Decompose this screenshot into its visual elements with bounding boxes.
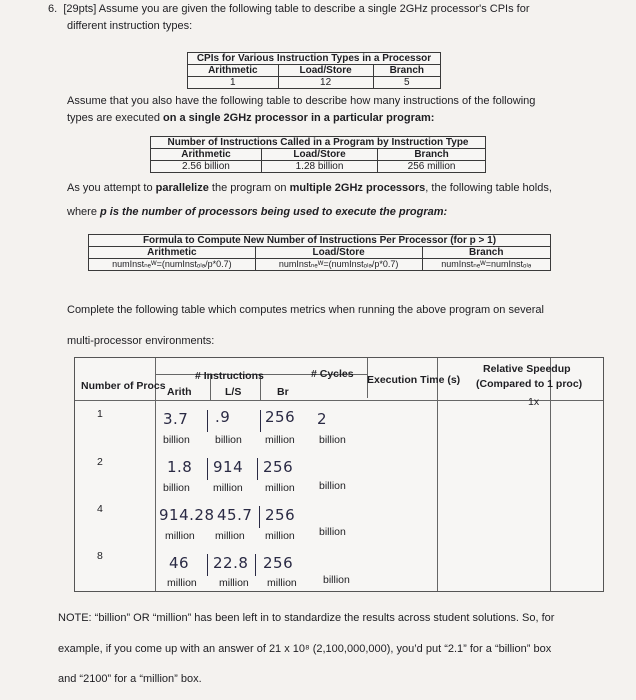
row-1-speedup: 1x bbox=[528, 396, 540, 408]
row-3-ls-hand: 45.7 bbox=[217, 506, 253, 524]
count-value-arith: 2.56 billion bbox=[151, 161, 262, 173]
row-1-ls-unit: billion bbox=[215, 434, 242, 446]
formula-value-br: numInstₙₑᵂ=numInstₒₗₔ bbox=[422, 259, 551, 271]
metrics-row-divider bbox=[75, 400, 603, 401]
metrics-divider bbox=[437, 358, 438, 591]
row-4-arith-unit: million bbox=[167, 577, 197, 589]
row-2-br-unit: million bbox=[265, 482, 295, 494]
row-4-br-hand: 256 bbox=[263, 554, 294, 572]
header-procs: Number of Procs bbox=[81, 380, 166, 392]
para3-line-1 bbox=[67, 182, 552, 194]
row-4-cycles-unit: billion bbox=[323, 574, 350, 586]
metrics-divider bbox=[550, 358, 551, 591]
metrics-table bbox=[74, 357, 604, 592]
row-1-br-hand: 256 bbox=[265, 408, 296, 426]
note-line-3: and “2100” for a “million” box. bbox=[58, 673, 202, 685]
row-1-box-divider bbox=[260, 410, 261, 432]
formula-value-arith: numInstₙₑᵂ=(numInstₒₗₔ/p*0.7) bbox=[89, 259, 256, 271]
header-speedup-1: Relative Speedup bbox=[483, 363, 571, 375]
question-text-2: different instruction types: bbox=[67, 20, 193, 32]
para2-line-1: Assume that you also have the following table to describe how many instructions of the following bbox=[67, 95, 536, 107]
header-cycles: # Cycles bbox=[311, 368, 354, 380]
row-2-box-divider bbox=[257, 458, 258, 480]
cpi-header-ls: Load/Store bbox=[278, 65, 373, 77]
para2-line-2 bbox=[67, 112, 434, 124]
header-exec: Execution Time (s) bbox=[367, 374, 461, 386]
row-4-ls-unit: million bbox=[219, 577, 249, 589]
row-1-br-unit: million bbox=[265, 434, 295, 446]
para3-line-2 bbox=[67, 206, 447, 218]
row-3-procs: 4 bbox=[97, 503, 103, 515]
metrics-divider bbox=[155, 358, 156, 591]
formula-header-arith: Arithmetic bbox=[89, 247, 256, 259]
formula-value-ls: numInstₙₑᵂ=(numInstₒₗₔ/p*0.7) bbox=[255, 259, 422, 271]
para3-bold-1: parallelize bbox=[155, 182, 209, 194]
header-instructions: # Instructions bbox=[195, 370, 264, 382]
para2-line-2-pre: types are executed bbox=[67, 112, 164, 124]
header-ls: L/S bbox=[225, 386, 242, 398]
row-1-ls-hand: .9 bbox=[215, 408, 231, 426]
para4-line-1: Complete the following table which computes metrics when running the above program on several bbox=[67, 304, 544, 316]
row-3-arith-hand: 914.28 bbox=[159, 506, 215, 524]
cpi-header-arith: Arithmetic bbox=[188, 65, 279, 77]
row-2-cycles-unit: billion bbox=[319, 480, 346, 492]
row-3-cycles-unit: billion bbox=[319, 526, 346, 538]
cpi-value-br: 5 bbox=[373, 77, 440, 89]
row-2-br-hand: 256 bbox=[263, 458, 294, 476]
count-table bbox=[150, 136, 486, 173]
row-3-arith-unit: million bbox=[165, 530, 195, 542]
para3-mid: the program on bbox=[208, 182, 290, 194]
row-1-cycles-unit: billion bbox=[319, 434, 346, 446]
cpi-value-ls: 12 bbox=[278, 77, 373, 89]
count-header-br: Branch bbox=[378, 149, 486, 161]
question-line-1 bbox=[48, 3, 530, 15]
para3-line2-pre: where bbox=[67, 206, 101, 218]
para2-line-2-bold: on a single 2GHz processor in a particular program: bbox=[163, 112, 435, 124]
question-number: 6. bbox=[48, 3, 58, 15]
row-3-ls-unit: million bbox=[215, 530, 245, 542]
count-value-ls: 1.28 billion bbox=[261, 161, 377, 173]
header-br: Br bbox=[277, 386, 289, 398]
question-points: [29pts] bbox=[63, 3, 97, 15]
cpi-value-arith: 1 bbox=[188, 77, 279, 89]
header-arith: Arith bbox=[167, 386, 192, 398]
row-1-box-divider bbox=[207, 410, 208, 432]
para3-pre: As you attempt to bbox=[67, 182, 156, 194]
row-3-br-hand: 256 bbox=[265, 506, 296, 524]
cpi-table bbox=[187, 52, 441, 89]
para3-bold-2: multiple 2GHz processors bbox=[289, 182, 426, 194]
count-value-br: 256 million bbox=[378, 161, 486, 173]
row-2-box-divider bbox=[207, 458, 208, 480]
formula-header-ls: Load/Store bbox=[255, 247, 422, 259]
row-4-procs: 8 bbox=[97, 550, 103, 562]
para3-post: , the following table holds, bbox=[425, 182, 552, 194]
count-header-ls: Load/Store bbox=[261, 149, 377, 161]
row-3-box-divider bbox=[259, 506, 260, 528]
row-2-ls-unit: million bbox=[213, 482, 243, 494]
formula-table-title: Formula to Compute New Number of Instructions Per Processor (for p > 1) bbox=[89, 235, 551, 247]
row-4-br-unit: million bbox=[267, 577, 297, 589]
formula-header-br: Branch bbox=[422, 247, 551, 259]
note-line-2: example, if you come up with an answer of 21 x 10⁸ (2,100,000,000), you’d put “2.1” for a “billion” box bbox=[58, 643, 552, 655]
cpi-header-br: Branch bbox=[373, 65, 440, 77]
row-2-arith-hand: 1.8 bbox=[167, 458, 193, 476]
para4-line-2: multi-processor environments: bbox=[67, 335, 215, 347]
row-2-arith-unit: billion bbox=[163, 482, 190, 494]
row-1-arith-unit: billion bbox=[163, 434, 190, 446]
cpi-table-title: CPIs for Various Instruction Types in a Processor bbox=[188, 53, 441, 65]
count-table-title: Number of Instructions Called in a Program by Instruction Type bbox=[151, 137, 486, 149]
row-3-br-unit: million bbox=[265, 530, 295, 542]
row-4-ls-hand: 22.8 bbox=[213, 554, 249, 572]
row-2-ls-hand: 914 bbox=[213, 458, 244, 476]
row-4-box-divider bbox=[207, 554, 208, 576]
row-4-box-divider bbox=[255, 554, 256, 576]
row-2-procs: 2 bbox=[97, 456, 103, 468]
header-speedup-2: (Compared to 1 proc) bbox=[476, 378, 583, 390]
count-header-arith: Arithmetic bbox=[151, 149, 262, 161]
row-1-procs: 1 bbox=[97, 408, 103, 420]
para3-line2-bold: p is the number of processors being used to execute the program: bbox=[100, 206, 448, 218]
row-4-arith-hand: 46 bbox=[169, 554, 190, 572]
row-1-arith-hand: 3.7 bbox=[163, 410, 189, 428]
question-text-1: Assume you are given the following table to describe a single 2GHz processor's CPIs for bbox=[98, 3, 530, 15]
row-1-cycles-hand: 2 bbox=[317, 410, 328, 428]
note-line-1: NOTE: “billion” OR “million” has been left in to standardize the results across student solutions. So, for bbox=[58, 612, 555, 624]
formula-table bbox=[88, 234, 551, 271]
